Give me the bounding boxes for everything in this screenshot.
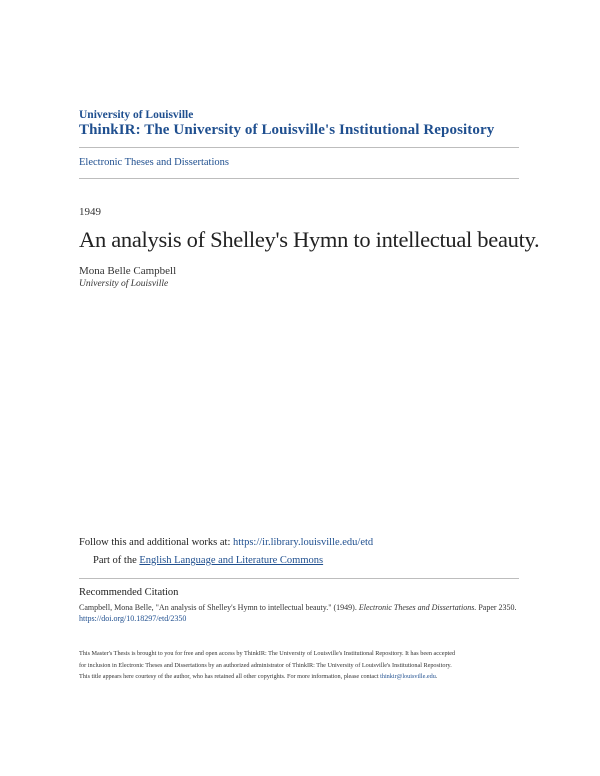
contact-email-link[interactable]: thinkir@louisville.edu — [380, 673, 436, 680]
citation-text — [79, 603, 517, 612]
access-notice — [79, 648, 524, 683]
follow-line — [79, 537, 373, 548]
header-divider — [79, 147, 519, 148]
citation-paper: Paper 2350. — [478, 603, 517, 612]
author-name: Mona Belle Campbell — [79, 265, 177, 277]
institution-name: University of Louisville — [79, 109, 194, 121]
repository-name[interactable]: ThinkIR: The University of Louisville's Institutional Repository — [79, 122, 495, 138]
notice-line-2: for inclusion in Electronic Theses and Dissertations by an authorized administrator of ThinkIR: The University of Louisville's Institutional Repository. — [79, 661, 452, 669]
citation-divider — [79, 578, 519, 579]
notice-line-1: This Master's Thesis is brought to you for free and open access by ThinkIR: The University of Louisville's Institutional Repository. It has been accepted — [79, 650, 456, 657]
part-of-label: Part of the — [93, 555, 137, 566]
citation-prefix: Campbell, Mona Belle, "An analysis of Shelley's Hymn to intellectual beauty." (1949). — [79, 603, 357, 612]
citation-series: Electronic Theses and Dissertations. — [358, 603, 477, 612]
document-title: An analysis of Shelley's Hymn to intellectual beauty. — [79, 227, 540, 252]
notice-line-3-end: . — [435, 673, 438, 680]
author-affiliation: University of Louisville — [79, 279, 169, 289]
collection-divider — [79, 178, 519, 179]
notice-line-3 — [79, 671, 524, 683]
notice-line-3-text: This title appears here courtesy of the author, who has retained all other copyrights. For more information, please contact — [79, 673, 379, 680]
citation-heading: Recommended Citation — [79, 587, 179, 598]
collection-link[interactable]: Electronic Theses and Dissertations — [79, 157, 229, 168]
doi-link[interactable]: https://doi.org/10.18297/etd/2350 — [79, 614, 187, 623]
follow-label: Follow this and additional works at: — [79, 537, 231, 548]
publication-year: 1949 — [79, 206, 101, 218]
follow-url-link[interactable]: https://ir.library.louisville.edu/etd — [233, 537, 374, 548]
part-of-line — [93, 555, 323, 566]
commons-link[interactable]: English Language and Literature Commons — [139, 555, 324, 566]
